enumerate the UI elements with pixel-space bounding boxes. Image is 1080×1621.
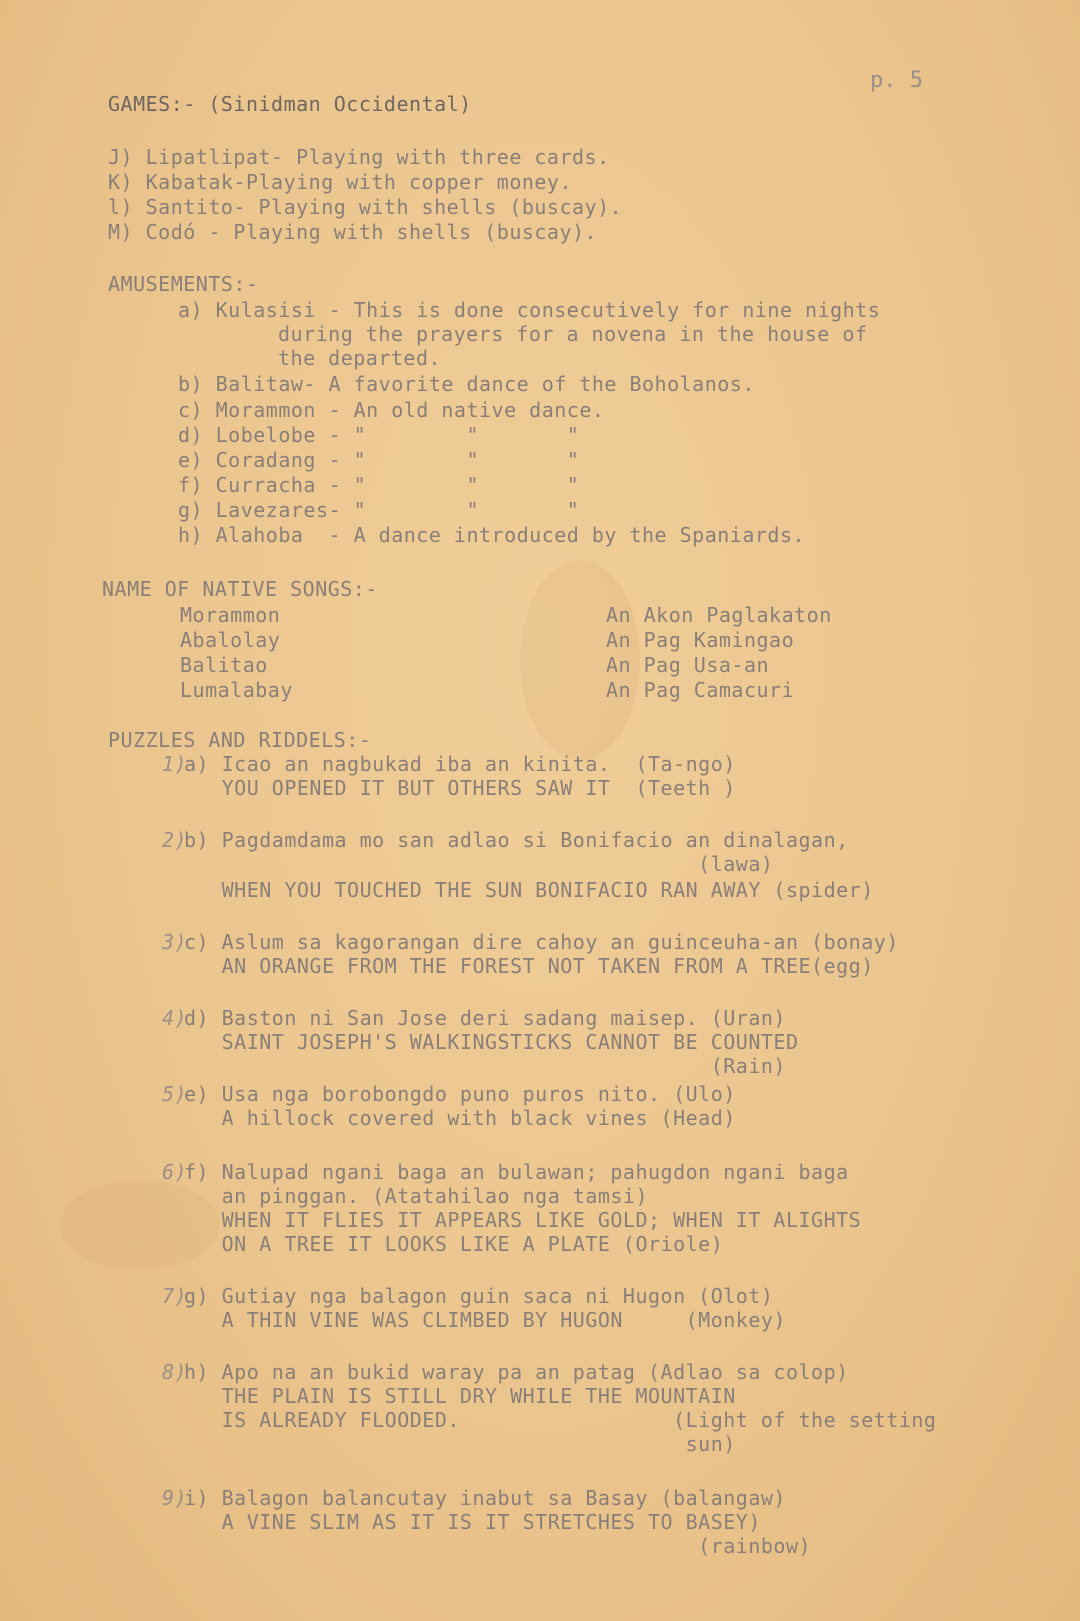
riddle-line: A VINE SLIM AS IT IS IT STRETCHES TO BASEY) — [184, 1510, 761, 1534]
riddle-line: i) Balagon balancutay inabut sa Basay (balangaw) — [184, 1486, 786, 1510]
riddle-number: 3) — [162, 930, 188, 954]
riddle-line: g) Gutiay nga balagon guin saca ni Hugon (Olot) — [184, 1284, 774, 1308]
riddle-line: (lawa) — [184, 852, 774, 876]
riddle-number: 5) — [162, 1082, 188, 1106]
song-left: Balitao — [180, 653, 268, 677]
riddle-line: h) Apo na an bukid waray pa an patag (Adlao sa colop) — [184, 1360, 849, 1384]
riddle-number: 8) — [162, 1360, 188, 1384]
games-heading: GAMES:- (Sinidman Occidental) — [108, 92, 472, 116]
song-right: An Pag Usa-an — [606, 653, 770, 677]
song-right: An Pag Kamingao — [606, 628, 795, 652]
riddle-line: e) Usa nga borobongdo puno puros nito. (Ulo) — [184, 1082, 736, 1106]
riddle-line: sun) — [184, 1432, 736, 1456]
riddle-line: d) Baston ni San Jose deri sadang maisep. (Uran) — [184, 1006, 786, 1030]
riddle-number: 2) — [162, 828, 188, 852]
song-left: Lumalabay — [180, 678, 293, 702]
riddle-number: 6) — [162, 1160, 188, 1184]
riddle-line: SAINT JOSEPH'S WALKINGSTICKS CANNOT BE COUNTED — [184, 1030, 799, 1054]
riddle-number: 4) — [162, 1006, 188, 1030]
riddle-line: A THIN VINE WAS CLIMBED BY HUGON (Monkey) — [184, 1308, 786, 1332]
amusement-item: d) Lobelobe - " " " — [178, 423, 580, 447]
amusement-item: c) Morammon - An old native dance. — [178, 398, 605, 422]
riddle-line: b) Pagdamdama mo san adlao si Bonifacio an dinalagan, — [184, 828, 849, 852]
riddle-line: a) Icao an nagbukad iba an kinita. (Ta-ngo) — [184, 752, 736, 776]
amusement-item: f) Curracha - " " " — [178, 473, 580, 497]
riddle-line: A hillock covered with black vines (Head) — [184, 1106, 736, 1130]
song-right: An Pag Camacuri — [606, 678, 795, 702]
song-left: Abalolay — [180, 628, 281, 652]
riddle-line: AN ORANGE FROM THE FOREST NOT TAKEN FROM A TREE(egg) — [184, 954, 874, 978]
riddle-line: an pinggan. (Atatahilao nga tamsi) — [184, 1184, 649, 1208]
game-item: M) Codó - Playing with shells (buscay). — [108, 220, 598, 244]
riddle-line: c) Aslum sa kagorangan dire cahoy an guinceuha-an (bonay) — [184, 930, 899, 954]
riddle-number: 9) — [162, 1486, 188, 1510]
game-item: J) Lipatlipat- Playing with three cards. — [108, 145, 610, 169]
riddle-line: WHEN IT FLIES IT APPEARS LIKE GOLD; WHEN IT ALIGHTS — [184, 1208, 862, 1232]
riddles-heading: PUZZLES AND RIDDELS:- — [108, 728, 372, 752]
amusement-item-continued: the departed. — [278, 346, 442, 370]
amusement-item: a) Kulasisi - This is done consecutively for nine nights — [178, 298, 881, 322]
amusement-item: h) Alahoba - A dance introduced by the Spaniards. — [178, 523, 806, 547]
riddle-line: THE PLAIN IS STILL DRY WHILE THE MOUNTAIN — [184, 1384, 736, 1408]
song-left: Morammon — [180, 603, 281, 627]
page-number: p. 5 — [870, 68, 923, 93]
riddle-line: WHEN YOU TOUCHED THE SUN BONIFACIO RAN AWAY (spider) — [184, 878, 874, 902]
riddle-line: ON A TREE IT LOOKS LIKE A PLATE (Oriole) — [184, 1232, 724, 1256]
riddle-line: YOU OPENED IT BUT OTHERS SAW IT (Teeth ) — [184, 776, 736, 800]
riddle-line: IS ALREADY FLOODED. (Light of the setting — [184, 1408, 937, 1432]
riddle-line: (Rain) — [184, 1054, 786, 1078]
amusement-item: g) Lavezares- " " " — [178, 498, 580, 522]
riddle-line: f) Nalupad ngani baga an bulawan; pahugdon ngani baga — [184, 1160, 849, 1184]
riddle-line: (rainbow) — [184, 1534, 812, 1558]
game-item: K) Kabatak-Playing with copper money. — [108, 170, 573, 194]
amusement-item: b) Balitaw- A favorite dance of the Boholanos. — [178, 372, 755, 396]
songs-heading: NAME OF NATIVE SONGS:- — [102, 577, 378, 601]
song-right: An Akon Paglakaton — [606, 603, 832, 627]
riddle-number: 1) — [162, 752, 188, 776]
game-item: l) Santito- Playing with shells (buscay). — [108, 195, 623, 219]
amusement-item-continued: during the prayers for a novena in the house of — [278, 322, 868, 346]
riddle-number: 7) — [162, 1284, 188, 1308]
amusements-heading: AMUSEMENTS:- — [108, 272, 259, 296]
amusement-item: e) Coradang - " " " — [178, 448, 580, 472]
